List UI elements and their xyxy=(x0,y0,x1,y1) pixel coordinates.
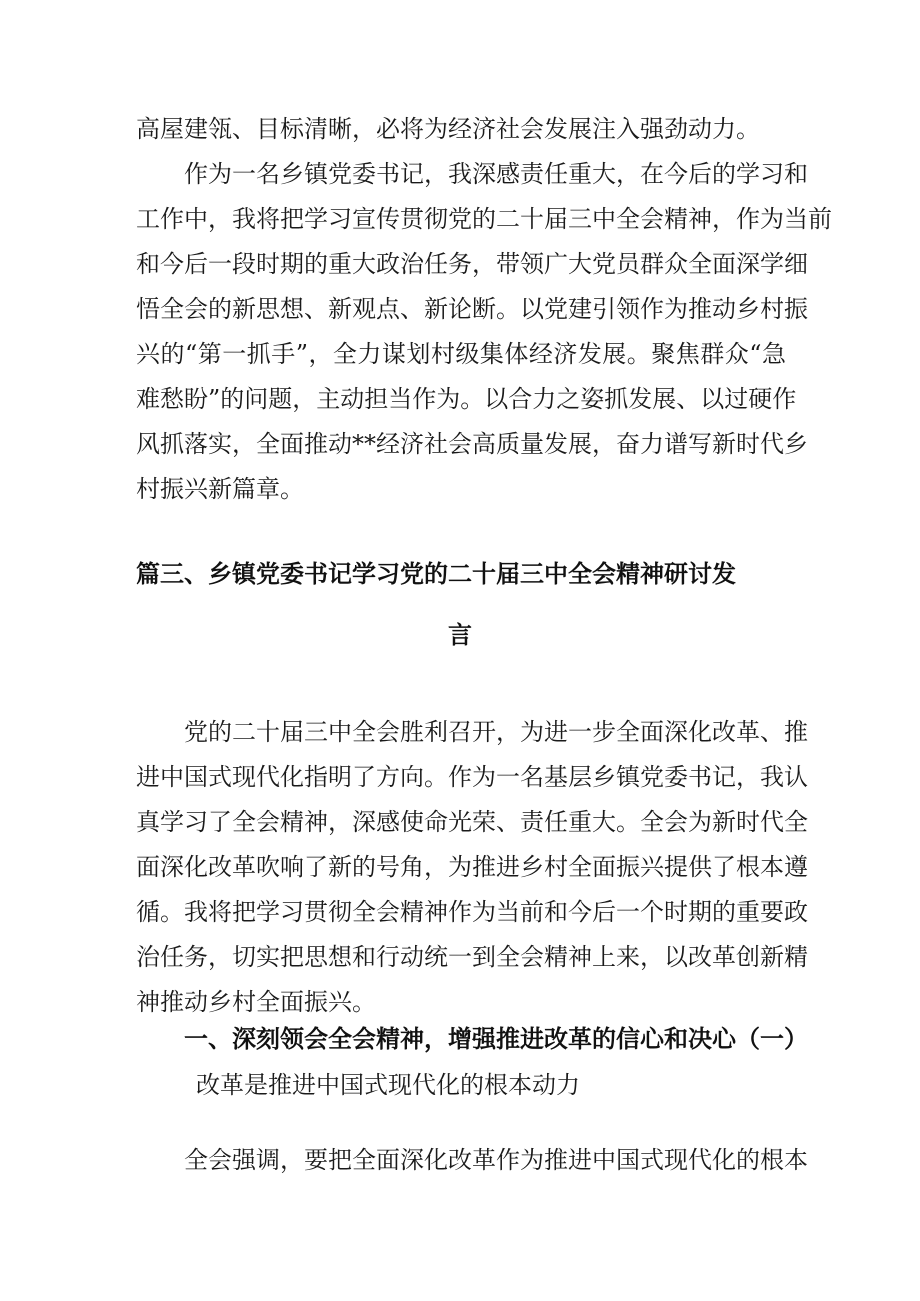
paragraph-2-line-2: 工作中，我将把学习宣传贯彻党的二十届三中全会精神，作为当前 xyxy=(136,205,832,233)
paragraph-2-line-7: 风抓落实，全面推动**经济社会高质量发展，奋力谱写新时代乡 xyxy=(136,430,808,458)
paragraph-3-line-6: 治任务，切实把思想和行动统一到全会精神上来，以改革创新精 xyxy=(136,943,808,971)
paragraph-4-line-1: 全会强调，要把全面深化改革作为推进中国式现代化的根本 xyxy=(184,1146,808,1174)
section-title-line-2: 言 xyxy=(448,621,472,649)
paragraph-2-line-6: 难愁盼”的问题，主动担当作为。以合力之姿抓发展、以过硬作 xyxy=(136,385,797,413)
paragraph-3-line-7: 神推动乡村全面振兴。 xyxy=(136,988,376,1016)
paragraph-3-line-3: 真学习了全会精神，深感使命光荣、责任重大。全会为新时代全 xyxy=(136,808,808,836)
section-title-line-1: 篇三、乡镇党委书记学习党的二十届三中全会精神研讨发 xyxy=(136,560,736,588)
subheading: 一、深刻领会全会精神，增强推进改革的信心和决心（一） xyxy=(184,1025,808,1053)
subheading-continuation: 改革是推进中国式现代化的根本动力 xyxy=(196,1071,580,1099)
paragraph-2-line-3: 和今后一段时期的重大政治任务，带领广大党员群众全面深学细 xyxy=(136,250,808,278)
paragraph-2-line-4: 悟全会的新思想、新观点、新论断。以党建引领作为推动乡村振 xyxy=(136,295,808,323)
paragraph-3-line-2: 进中国式现代化指明了方向。作为一名基层乡镇党委书记，我认 xyxy=(136,763,808,791)
paragraph-2-line-5: 兴的“第一抓手”，全力谋划村级集体经济发展。聚焦群众“急 xyxy=(136,340,786,368)
paragraph-3-line-4: 面深化改革吹响了新的号角，为推进乡村全面振兴提供了根本遵 xyxy=(136,853,808,881)
paragraph-2-line-8: 村振兴新篇章。 xyxy=(136,475,304,503)
paragraph-2-line-1: 作为一名乡镇党委书记，我深感责任重大，在今后的学习和 xyxy=(184,160,808,188)
paragraph-3-line-5: 循。我将把学习贯彻全会精神作为当前和今后一个时期的重要政 xyxy=(136,898,808,926)
paragraph-3-line-1: 党的二十届三中全会胜利召开，为进一步全面深化改革、推 xyxy=(184,718,808,746)
paragraph-1-line-1: 高屋建瓴、目标清晰，必将为经济社会发展注入强劲动力。 xyxy=(136,115,760,143)
